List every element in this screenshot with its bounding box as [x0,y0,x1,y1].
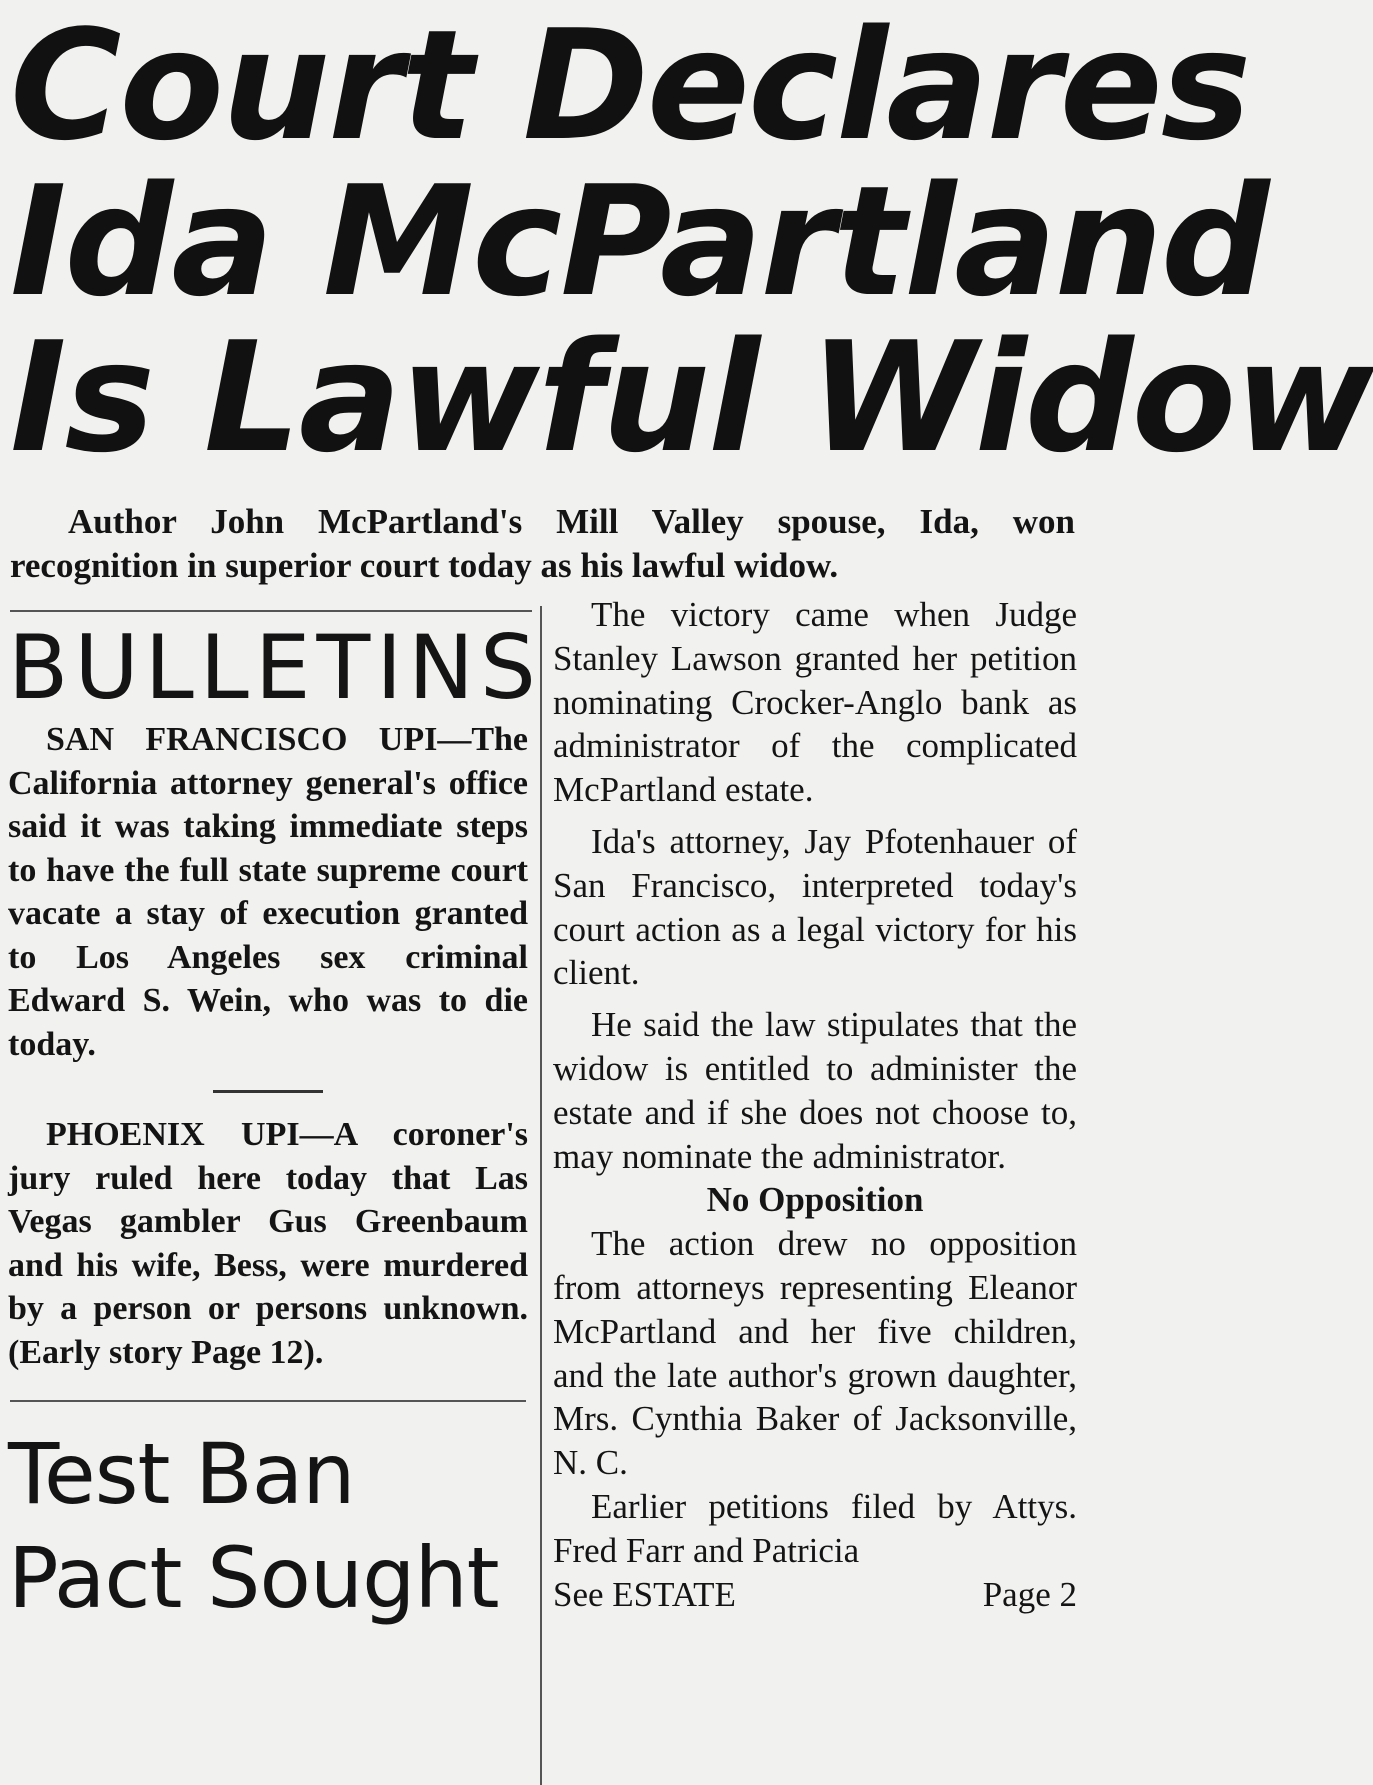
second-headline-line-1: Test Ban [8,1425,355,1523]
second-headline-line-2: Pact Sought [8,1529,499,1627]
bulletin-item-san-francisco: SAN FRANCISCO UPI—The California attorney general's office said it was taking immediate steps to have the full state supreme court vacate a stay of execution granted to Los Angeles sex criminal Edward S. Wein, who was to die today. [8,721,528,1063]
main-headline [10,0,1373,486]
jump-reference-page: Page 2 [982,1574,1077,1614]
story-deck: Author John McPartland's Mill Valley spouse, Ida, won recognition in superior court today as his lawful widow. [10,502,1075,585]
bulletin-item-phoenix: PHOENIX UPI—A coroner's jury ruled here today that Las Vegas gambler Gus Greenbaum and his wife, Bess, were murdered by a person or persons unknown. (Early story Page 12). [8,1116,528,1371]
column-divider [540,606,542,1785]
headline-line-3: Is Lawful Widow [10,309,1373,486]
story-paragraph: He said the law stipulates that the widow is entitled to administer the estate and if she does not choose to, may nominate the administrator. [553,1005,1077,1176]
jump-reference [553,1573,1077,1617]
bulletin-separator [213,1090,323,1093]
headline-line-2: Ida McPartland [10,153,1268,330]
story-paragraph: Ida's attorney, Jay Pfotenhauer of San Francisco, interpreted today's court action as a legal victory for his client. [553,821,1077,993]
bulletins-heading: BULLETINS [8,616,542,719]
bulletins-column [8,616,542,1630]
section-rule [10,1400,526,1402]
jump-reference-label: See ESTATE [553,1574,736,1614]
column-top-rule [10,610,532,612]
story-paragraph: Earlier petitions filed by Attys. Fred Farr and Patricia [553,1486,1077,1570]
story-paragraph: The victory came when Judge Stanley Lawson granted her petition nominating Crocker-Anglo bank as administrator of the complicated McPartland estate. [553,595,1077,810]
story-subhead: No Opposition [706,1180,924,1220]
story-column [553,593,1077,1616]
second-headline [8,1422,528,1630]
headline-line-1: Court Declares [10,0,1250,174]
story-paragraph: The action drew no opposition from attorneys representing Eleanor McPartland and her five children, and the late author's grown daughter, Mrs. Cynthia Baker of Jacksonville, N. C. [553,1224,1077,1483]
